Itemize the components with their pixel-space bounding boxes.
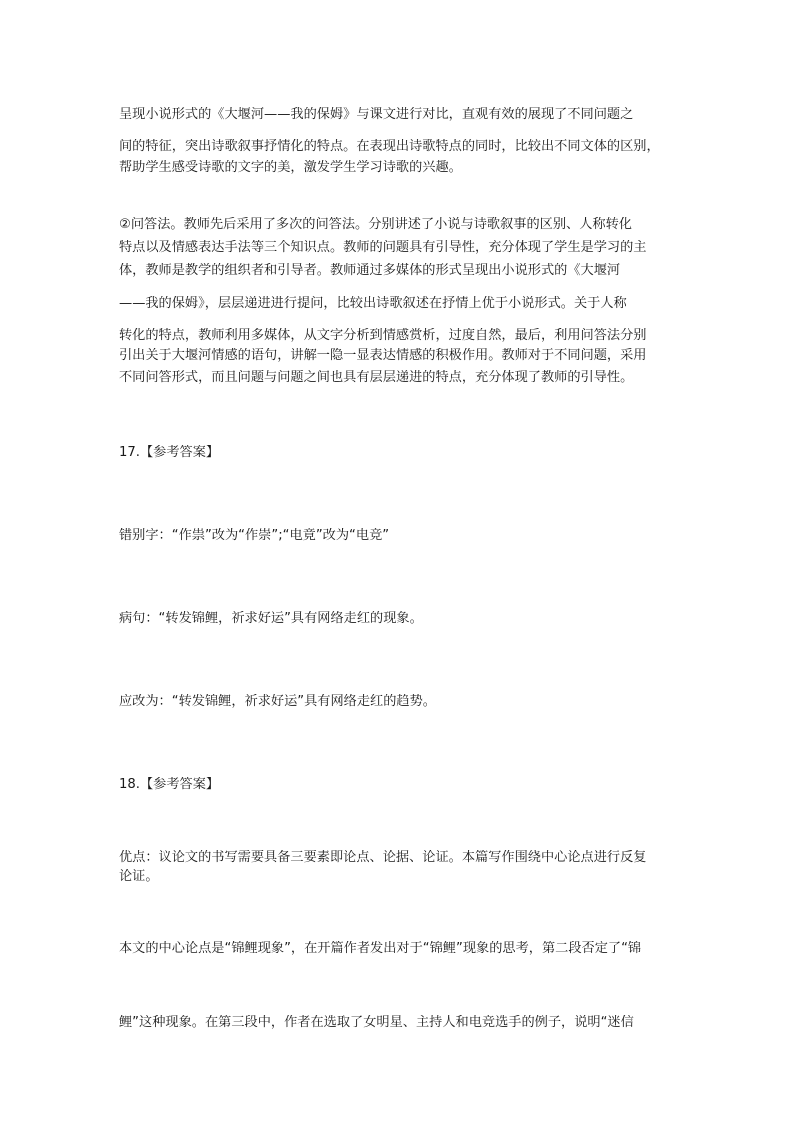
paragraph-2-line-4: ——我的保姆》，层层递进进行提问，比较出诗歌叙述在抒情上优于小说形式。关于人称 [119, 296, 627, 311]
paragraph-2-line-5: 转化的特点，教师利用多媒体，从文字分析到情感赏析，过度自然，最后，利用问答法分别 [119, 328, 647, 343]
q18-merit-line-2: 论证。 [119, 869, 159, 884]
q17-heading: 17.【参考答案】 [119, 445, 220, 460]
paragraph-2-line-6: 引出关于大堰河情感的语句，讲解一隐一显表达情感的积极作用。教师对于不同问题，采用 [119, 348, 647, 363]
q18-merit-line-1: 优点：议论文的书写需要具备三要素即论点、论据、论证。本篇写作围绕中心论点进行反复 [119, 850, 647, 865]
paragraph-2-line-7: 不同问答形式，而且问题与问题之间也具有层层递进的特点，充分体现了教师的引导性。 [119, 370, 634, 385]
q18-thesis-line-2: 鲤”这种现象。在第三段中，作者在选取了女明星、主持人和电竞选手的例子，说明“迷信 [119, 1015, 634, 1030]
paragraph-1-line-3: 帮助学生感受诗歌的文字的美，激发学生学习诗歌的兴趣。 [119, 160, 462, 175]
paragraph-2-line-2: 特点以及情感表达手法等三个知识点。教师的问题具有引导性，充分体现了学生是学习的主 [119, 240, 647, 255]
q17-correction: 应改为：“转发锦鲤，祈求好运”具有网络走红的趋势。 [119, 694, 436, 709]
paragraph-1-line-1: 呈现小说形式的《大堰河——我的保姆》与课文进行对比，直观有效的展现了不同问题之 [119, 107, 634, 122]
q18-thesis-line-1: 本文的中心论点是“锦鲤现象”，在开篇作者发出对于“锦鲤”现象的思考，第二段否定了“锦 [119, 941, 642, 956]
q17-sick-sentence: 病句：“转发锦鲤，祈求好运”具有网络走红的现象。 [119, 611, 423, 626]
q17-typo: 错别字：“作祟”改为“作崇”;“电竟”改为“电竞” [119, 528, 390, 543]
paragraph-2-line-1: ②问答法。教师先后采用了多次的问答法。分别讲述了小说与诗歌叙事的区别、人称转化 [119, 217, 632, 232]
paragraph-1-line-2: 间的特征，突出诗歌叙事抒情化的特点。在表现出诗歌特点的同时，比较出不同文体的区别， [119, 139, 660, 154]
paragraph-2-line-3: 体，教师是教学的组织者和引导者。教师通过多媒体的形式呈现出小说形式的《大堰河 [119, 263, 621, 278]
q18-heading: 18.【参考答案】 [119, 777, 220, 792]
